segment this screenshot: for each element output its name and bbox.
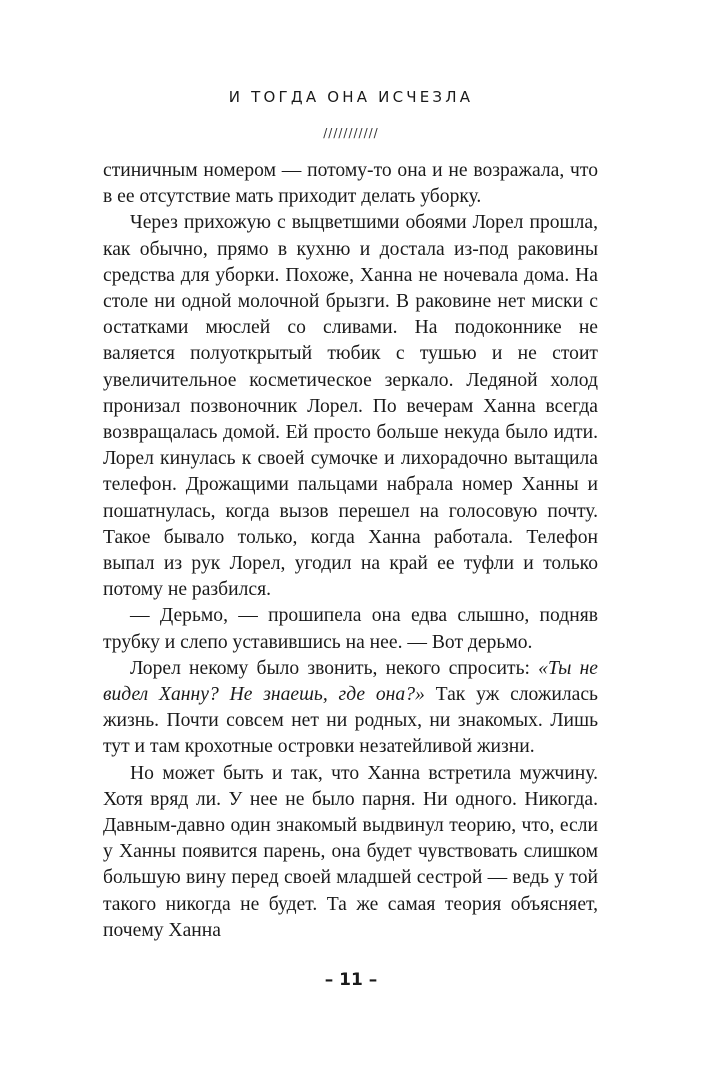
ornament-divider: /////////// [323, 126, 379, 140]
paragraph: Через прихожую с выцветшими обоями Лорел прошла, как обычно, прямо в кухню и достала из-под раковины средства для уборки. Похоже, Ханна не ночевала дома. На столе ни одной молочной брызги. В раковине нет миски с остатками мюслей со сливами. На подоконнике не валяется полуоткрытый тюбик с тушью и не стоит увеличительное косметическое зеркало. Ледяной холод пронизал позвоночник Лорел. По вечерам Ханна всегда возвращалась домой. Ей просто больше некуда было идти. Лорел кинулась к своей сумочке и лихорадочно вытащила телефон. Дрожащими пальцами набрала номер Ханны и пошатнулась, когда вызов перешел на голосовую почту. Такое бывало только, когда Ханна работала. Телефон выпал из рук Лорел, угодил на край ее туфли и только потому не разбился. [103, 212, 598, 601]
body-text [103, 158, 598, 944]
paragraph: Но может быть и так, что Ханна встретила мужчину. Хотя вряд ли. У нее не было парня. Ни одного. Никогда. Давным-давно один знакомый выдвинул теорию, что, если у Ханны появится парень, она будет чувствовать слишком большую вину перед своей младшей сестрой — ведь у той такого никогда не будет. Та же самая теория объясняет, почему Ханна [103, 762, 598, 941]
paragraph-text: Лорел некому было звонить, некого спросить: [130, 657, 539, 679]
paragraph-continuation: стиничным номером — потому-то она и не возражала, что в ее отсутствие мать приходит делать уборку. [103, 160, 598, 208]
running-title: И ТОГДА ОНА ИСЧЕЗЛА [228, 88, 474, 106]
paragraph-dialogue: — Дерьмо, — прошипела она едва слышно, подняв трубку и слепо уставившись на нее. — Вот дерьмо. [103, 605, 598, 653]
italic-quote: «Ты не видел Ханну? Не знаешь, где она?» [103, 657, 598, 706]
paragraph-with-quote [103, 656, 598, 761]
page-number: – 11 – [324, 970, 378, 990]
paragraph-text: Так уж сложилась жизнь. Почти совсем нет ни родных, ни знакомых. Лишь тут и там крохотные островки незатейливой жизни. [103, 684, 598, 758]
